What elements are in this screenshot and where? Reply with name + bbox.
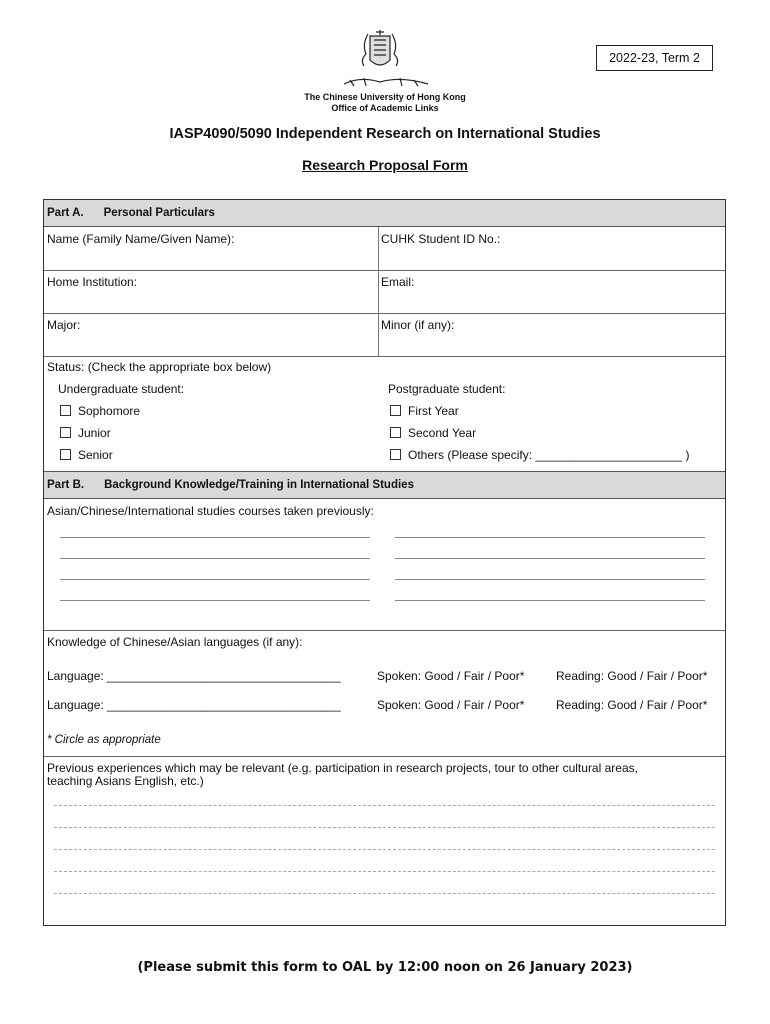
status-label: Status: (Check the appropriate box below) [47,360,272,374]
part-b-header [44,471,725,499]
part-a-title: Personal Particulars [103,207,215,219]
junior-label: Junior [78,426,111,440]
proposal-form [43,199,726,926]
first-year-option[interactable] [390,404,459,418]
courses-line[interactable] [395,537,705,538]
second-year-label: Second Year [408,426,477,440]
courses-line[interactable] [395,558,705,559]
course-title: IASP4090/5090 Independent Research on International Studies [169,126,601,142]
second-year-option[interactable] [390,426,476,440]
experiences-label-line1: Previous experiences which may be relevant (e.g. participation in research projects, tour to other cultural areas, [47,761,638,775]
office-name: Office of Academic Links [331,103,439,113]
first-year-label: First Year [408,404,459,418]
submission-note: (Please submit this form to OAL by 12:00 noon on 26 January 2023) [137,960,633,975]
experiences-line[interactable] [54,849,715,850]
form-title [0,157,770,173]
row-divider [44,356,725,357]
home-institution-label: Home Institution: [47,275,138,289]
language-2-field[interactable]: Language: ___________________________________ [47,698,341,712]
junior-option[interactable] [60,426,111,440]
courses-line[interactable] [60,579,370,580]
part-b-number: Part B. [47,479,85,491]
courses-line[interactable] [395,579,705,580]
spoken-2-options[interactable]: Spoken: Good / Fair / Poor* [377,698,525,712]
checkbox-icon[interactable] [390,405,401,416]
term-box [596,45,713,71]
section-divider [44,630,725,631]
courses-line[interactable] [60,558,370,559]
others-option[interactable] [390,448,690,462]
experiences-line[interactable] [54,805,715,806]
part-a-number: Part A. [47,207,84,219]
languages-label: Knowledge of Chinese/Asian languages (if any): [47,635,303,649]
courses-label: Asian/Chinese/International studies courses taken previously: [47,504,374,518]
senior-label: Senior [78,448,113,462]
major-label: Major: [47,318,81,332]
section-divider [44,756,725,757]
experiences-label-line2: teaching Asians English, etc.) [47,774,204,788]
undergrad-label: Undergraduate student: [58,382,185,396]
courses-line[interactable] [60,600,370,601]
spoken-1-options[interactable]: Spoken: Good / Fair / Poor* [377,669,525,683]
sophomore-option[interactable] [60,404,140,418]
reading-2-options[interactable]: Reading: Good / Fair / Poor* [556,698,708,712]
column-divider [378,227,379,356]
reading-1-options[interactable]: Reading: Good / Fair / Poor* [556,669,708,683]
checkbox-icon[interactable] [60,405,71,416]
term-text: 2022-23, Term 2 [609,51,700,65]
experiences-line[interactable] [54,827,715,828]
circle-note: * Circle as appropriate [47,734,161,746]
minor-label: Minor (if any): [381,318,455,332]
others-label: Others (Please specify: ______________________ ) [408,448,690,462]
experiences-line[interactable] [54,893,715,894]
sophomore-label: Sophomore [78,404,141,418]
checkbox-icon[interactable] [390,427,401,438]
student-id-label: CUHK Student ID No.: [381,232,501,246]
row-divider [44,270,725,271]
postgrad-label: Postgraduate student: [388,382,506,396]
checkbox-icon[interactable] [60,427,71,438]
part-b-title: Background Knowledge/Training in International Studies [104,479,414,491]
row-divider [44,313,725,314]
university-crest-logo [340,30,432,90]
form-title-text: Research Proposal Form [302,157,468,173]
language-1-field[interactable]: Language: ___________________________________ [47,669,341,683]
name-label: Name (Family Name/Given Name): [47,232,235,246]
courses-line[interactable] [60,537,370,538]
experiences-line[interactable] [54,871,715,872]
senior-option[interactable] [60,448,113,462]
courses-line[interactable] [395,600,705,601]
checkbox-icon[interactable] [390,449,401,460]
university-name: The Chinese University of Hong Kong [304,92,466,102]
checkbox-icon[interactable] [60,449,71,460]
email-label: Email: [381,275,415,289]
part-a-header [44,200,725,227]
